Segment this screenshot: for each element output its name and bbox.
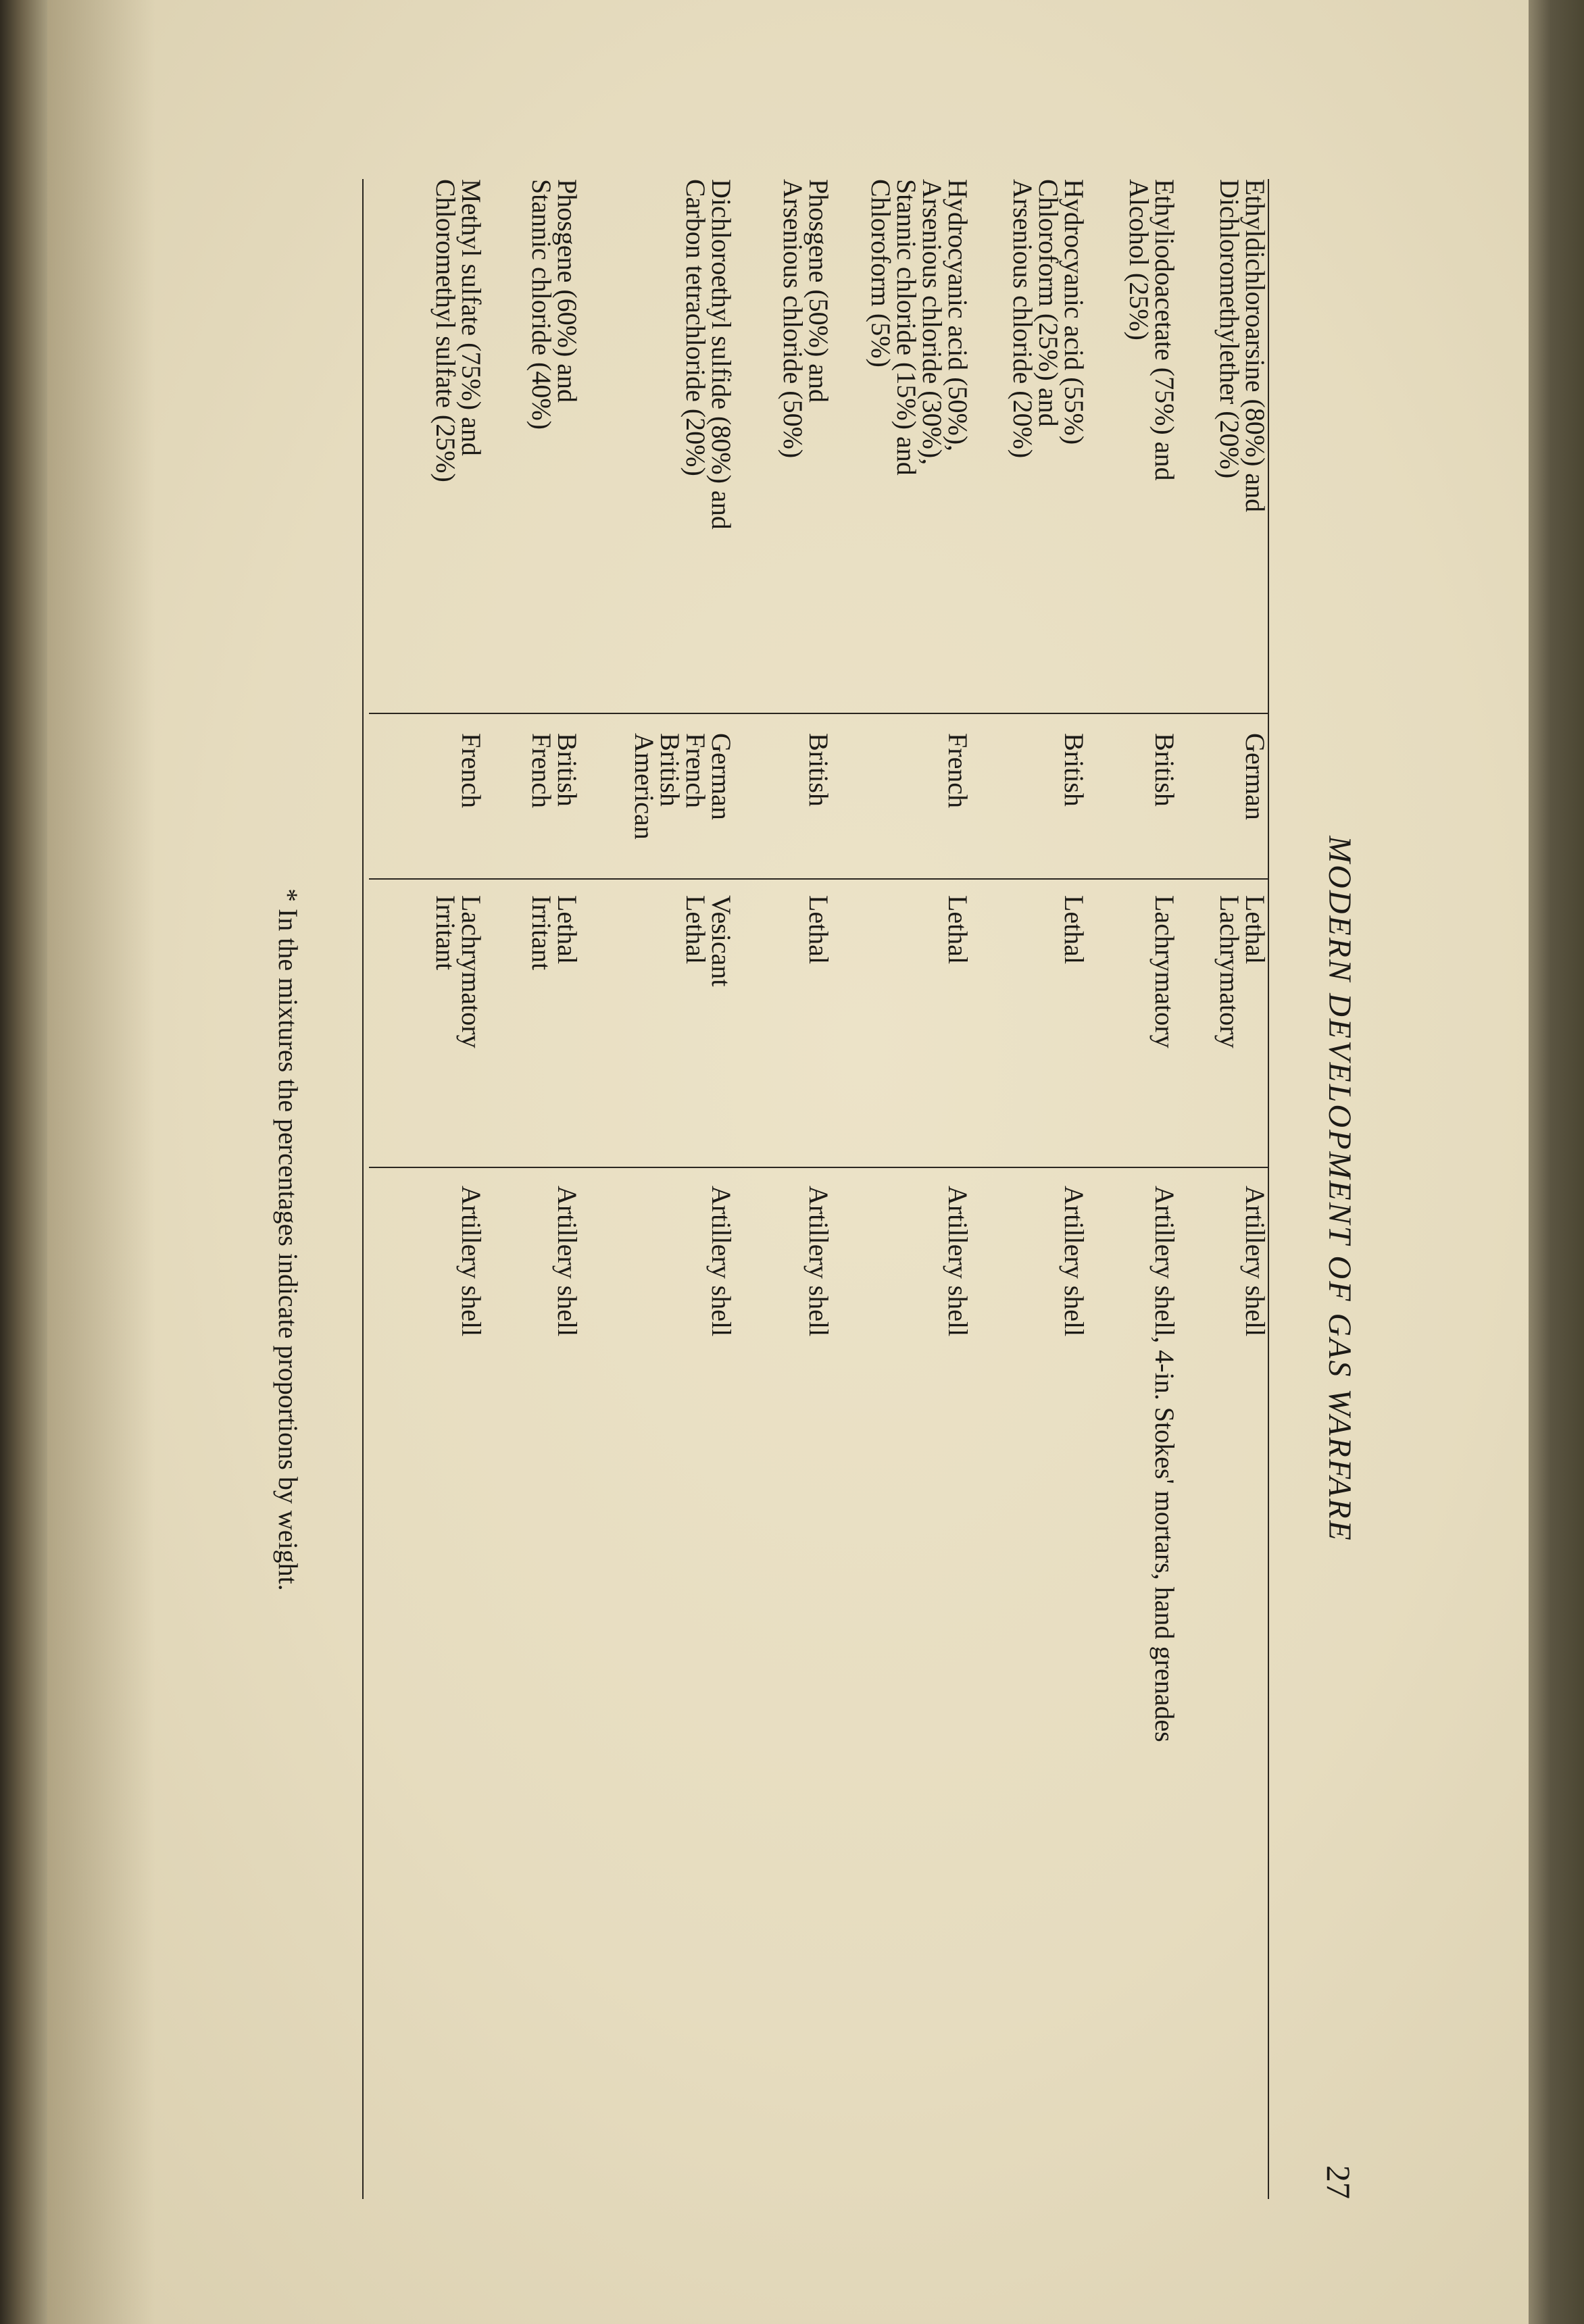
user-cell: French: [943, 733, 973, 809]
effect-cell: Lethal Irritant: [526, 895, 583, 971]
used-in-cell: Artillery shell: [552, 1186, 583, 1337]
effect-cell: Lachrymatory: [1149, 895, 1180, 1049]
footnote: * In the mixtures the percentages indicate proportions by weight.: [273, 888, 303, 1591]
effect-cell: Lethal: [803, 895, 834, 965]
substance-cell: Ethyldichloroarsine (80%) and Dichloromethylether (20%): [1214, 179, 1270, 513]
column-rule: [369, 1167, 1268, 1168]
user-cell: German: [1240, 733, 1270, 820]
user-cell: German French British American: [629, 733, 737, 840]
column-rule: [369, 878, 1268, 880]
user-cell: British: [1149, 733, 1180, 807]
substance-cell: Ethyliodoacetate (75%) and Alcohol (25%): [1124, 179, 1180, 481]
page-number: 27: [1320, 2165, 1358, 2199]
user-cell: French: [456, 733, 487, 809]
effect-cell: Vesicant Lethal: [680, 895, 737, 987]
used-in-cell: Artillery shell: [1059, 1186, 1089, 1337]
used-in-cell: Artillery shell: [943, 1186, 973, 1337]
used-in-cell: Artillery shell: [803, 1186, 834, 1337]
gas-mixtures-table: [369, 179, 1269, 2199]
running-header: [1297, 179, 1358, 2199]
substance-cell: Phosgene (50%) and Arsenious chloride (50%): [778, 179, 834, 459]
running-title: MODERN DEVELOPMENT OF GAS WARFARE: [1322, 836, 1358, 1542]
used-in-cell: Artillery shell: [706, 1186, 737, 1337]
book-binding-left: [0, 0, 47, 2324]
rotated-page-content: [169, 179, 1358, 2199]
substance-cell: Hydrocyanic acid (55%) Chloroform (25%) and Arsenious chloride (20%): [1008, 179, 1089, 459]
effect-cell: Lethal: [943, 895, 973, 965]
gutter-shadow: [47, 0, 155, 2324]
book-edge-right: [1529, 0, 1584, 2324]
effect-cell: Lethal: [1059, 895, 1089, 965]
substance-cell: Hydrocyanic acid (50%), Arsenious chloride (30%), Stannic chloride (15%) and Chloroform (5%): [866, 179, 973, 476]
substance-cell: Methyl sulfate (75%) and Chloromethyl sulfate (25%): [430, 179, 487, 482]
user-cell: British: [1059, 733, 1089, 807]
column-rule: [369, 713, 1268, 714]
substance-cell: Phosgene (60%) and Stannic chloride (40%): [526, 179, 583, 430]
substance-cell: Dichloroethyl sulfide (80%) and Carbon tetrachloride (20%): [680, 179, 737, 530]
used-in-cell: Artillery shell, 4-in. Stokes' mortars, hand grenades: [1149, 1186, 1180, 1742]
effect-cell: Lachrymatory Irritant: [430, 895, 487, 1049]
user-cell: British: [803, 733, 834, 807]
user-cell: British French: [526, 733, 583, 809]
used-in-cell: Artillery shell: [456, 1186, 487, 1337]
used-in-cell: Artillery shell: [1240, 1186, 1270, 1337]
effect-cell: Lethal Lachrymatory: [1214, 895, 1270, 1049]
